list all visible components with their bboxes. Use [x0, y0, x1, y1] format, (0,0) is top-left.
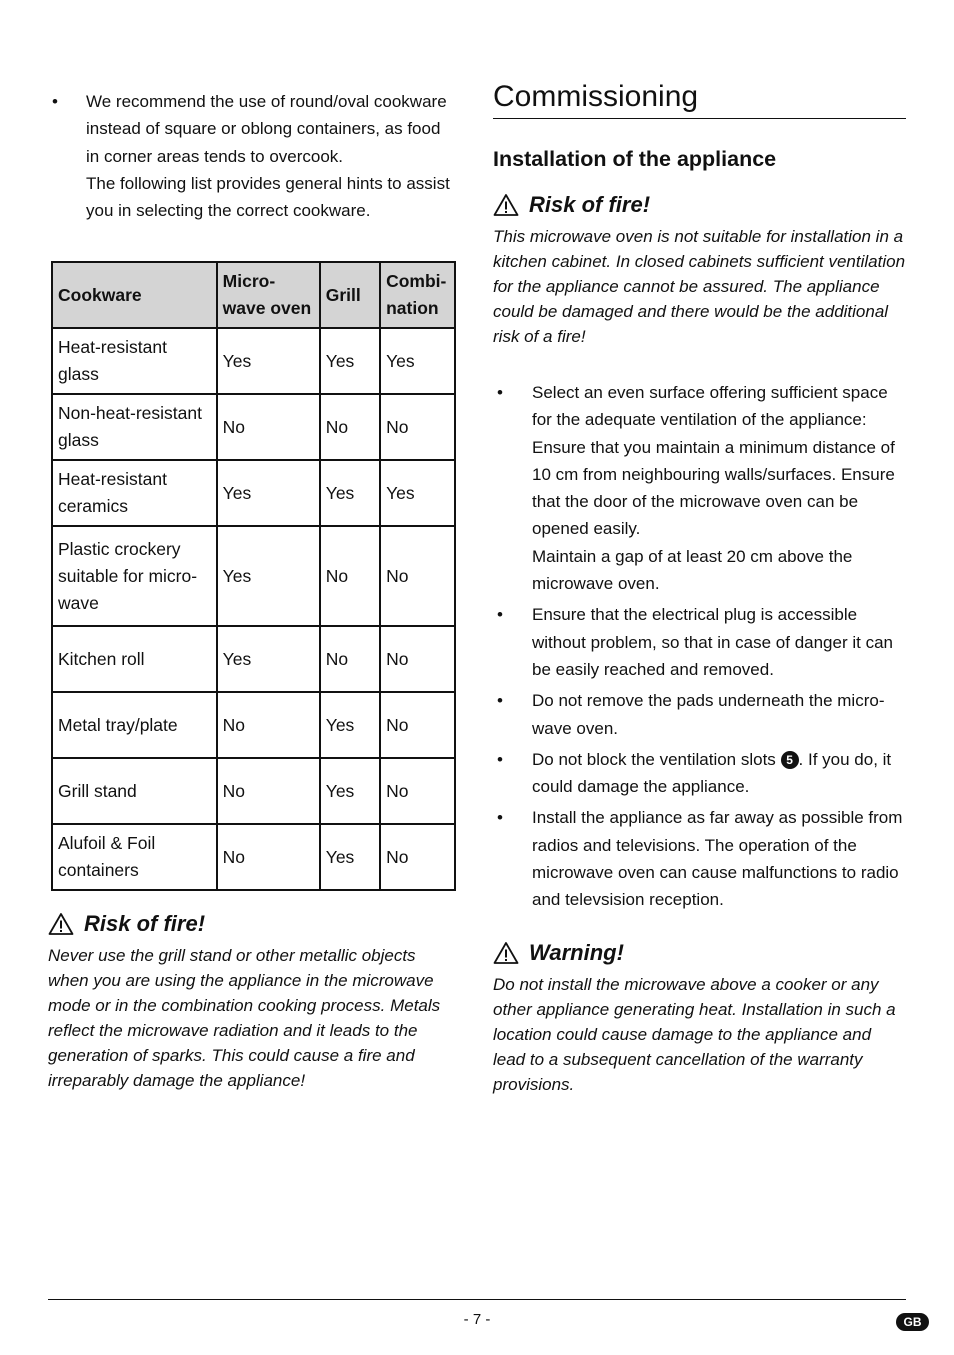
warning-text: Do not install the microwave above a cooker or any other appliance generating heat. Installation in such a location could cause damage to the appliance and lead to a subsequent cancellation of the warranty provisions.	[493, 974, 896, 1094]
intro-text: We recommend the use of round/oval cookware instead of square or oblong containers, as food in corner areas tends to overcook.	[86, 92, 447, 166]
right-column	[493, 80, 906, 1097]
bullet-text: Install the appliance as far away as possible from radios and televisions. The operation of the microwave oven can cause malfunctions to radio and televsision reception.	[532, 808, 903, 910]
cell-cookware: Alufoil & Foil containers	[52, 824, 217, 890]
right-risk-text: This microwave oven is not suitable for installation in a kitchen cabinet. In closed cabinets sufficient ventilation for the appliance cannot be assured. The appliance could be damaged and there would be the additional risk of a fire!	[493, 227, 906, 346]
bullet-text-extra: Maintain a gap of at least 20 cm above the microwave oven.	[532, 546, 853, 594]
cell-microwave: No	[217, 394, 320, 460]
cell-grill: No	[320, 626, 380, 692]
cell-combination: No	[380, 824, 455, 890]
left-risk-heading	[48, 911, 458, 937]
cell-microwave: Yes	[217, 526, 320, 626]
header-cookware: Cookware	[52, 262, 217, 328]
cell-combination: No	[380, 758, 455, 824]
warning-triangle-icon	[48, 912, 74, 936]
left-risk-block	[48, 911, 458, 1093]
left-risk-title: Risk of fire!	[84, 911, 206, 937]
bullet-marker: •	[497, 605, 503, 625]
warning-triangle-icon	[493, 193, 519, 217]
table-row	[52, 626, 455, 692]
bullet-marker: •	[497, 808, 503, 828]
bullet-text: Ensure that the electrical plug is accessible without problem, so that in case of danger it can be easily reached and removed.	[532, 605, 893, 679]
table-row	[52, 328, 455, 394]
table-row	[52, 394, 455, 460]
cell-combination: No	[380, 692, 455, 758]
bullet-text	[532, 746, 906, 801]
page-number: - 7 -	[463, 1311, 491, 1328]
cell-combination: Yes	[380, 460, 455, 526]
list-item	[493, 601, 906, 683]
header-combination: Combi-nation	[380, 262, 455, 328]
cell-combination: No	[380, 394, 455, 460]
bullet-text-part: Do not block the ventilation slots	[532, 749, 781, 769]
intro-hint-text: The following list provides general hints to assist you in selecting the correct cookware.	[86, 173, 450, 221]
cell-combination: Yes	[380, 328, 455, 394]
cell-microwave: Yes	[217, 626, 320, 692]
cell-grill: Yes	[320, 692, 380, 758]
bullet-marker: •	[497, 383, 503, 402]
bullet-marker: •	[497, 691, 503, 711]
cell-grill: Yes	[320, 328, 380, 394]
section-subtitle: Installation of the appliance	[493, 147, 777, 171]
installation-bullets	[493, 379, 906, 914]
warning-block	[493, 940, 906, 1097]
list-item	[493, 746, 906, 801]
table-header-row	[52, 262, 455, 328]
right-risk-title: Risk of fire!	[529, 192, 651, 217]
bullet-text-part: . If you do, it could damage the appliance.	[532, 749, 892, 797]
table-row	[52, 824, 455, 890]
cell-combination: No	[380, 526, 455, 626]
cell-microwave: No	[217, 824, 320, 890]
country-badge: GB	[896, 1313, 929, 1331]
bullet-text: Do not remove the pads underneath the micro-wave oven.	[532, 691, 885, 738]
cookware-table	[51, 261, 456, 891]
table-row	[52, 460, 455, 526]
left-column	[48, 88, 458, 1093]
cell-cookware: Heat-resistant glass	[52, 328, 217, 394]
right-risk-heading	[493, 192, 906, 218]
header-grill: Grill	[320, 262, 380, 328]
cell-cookware: Metal tray/plate	[52, 692, 217, 758]
table-row	[52, 526, 455, 626]
table-row	[52, 692, 455, 758]
footer-divider	[48, 1299, 906, 1300]
bullet-text: Select an even surface offering sufficient space for the adequate ventilation of the appliance: Ensure that you maintain a minimum distance of 10 cm from neighbouring walls/surfaces. Ensure that the door of the microwave oven can be opened easily.	[532, 383, 895, 539]
bullet-marker: •	[497, 749, 503, 769]
cell-grill: No	[320, 526, 380, 626]
table-row	[52, 758, 455, 824]
cell-cookware: Kitchen roll	[52, 626, 217, 692]
cell-grill: Yes	[320, 460, 380, 526]
cell-cookware: Heat-resistant ceramics	[52, 460, 217, 526]
right-risk-block	[493, 192, 906, 349]
cell-microwave: No	[217, 692, 320, 758]
intro-bullet	[48, 88, 458, 224]
list-item	[493, 687, 906, 742]
cell-grill: No	[320, 394, 380, 460]
cell-cookware: Plastic crockery suitable for micro-wave	[52, 526, 217, 626]
cell-cookware: Grill stand	[52, 758, 217, 824]
cell-microwave: Yes	[217, 328, 320, 394]
section-title: Commissioning	[493, 80, 906, 119]
cell-microwave: No	[217, 758, 320, 824]
cell-grill: Yes	[320, 824, 380, 890]
left-risk-text: Never use the grill stand or other metallic objects when you are using the appliance in the microwave mode or in the combination cooking process. Metals reflect the microwave radiation and it leads to the generation of sparks. This could cause a fire and irreparably damage the appliance!	[48, 946, 441, 1091]
warning-heading	[493, 940, 906, 966]
cell-combination: No	[380, 626, 455, 692]
ventilation-slot-ref-badge: 5	[781, 751, 799, 769]
list-item	[493, 804, 906, 913]
bullet-marker: •	[52, 92, 58, 111]
cell-cookware: Non-heat-resistant glass	[52, 394, 217, 460]
warning-triangle-icon	[493, 941, 519, 965]
cell-grill: Yes	[320, 758, 380, 824]
warning-title: Warning!	[529, 939, 624, 965]
cell-microwave: Yes	[217, 460, 320, 526]
header-microwave: Micro-wave oven	[217, 262, 320, 328]
list-item	[493, 379, 906, 597]
